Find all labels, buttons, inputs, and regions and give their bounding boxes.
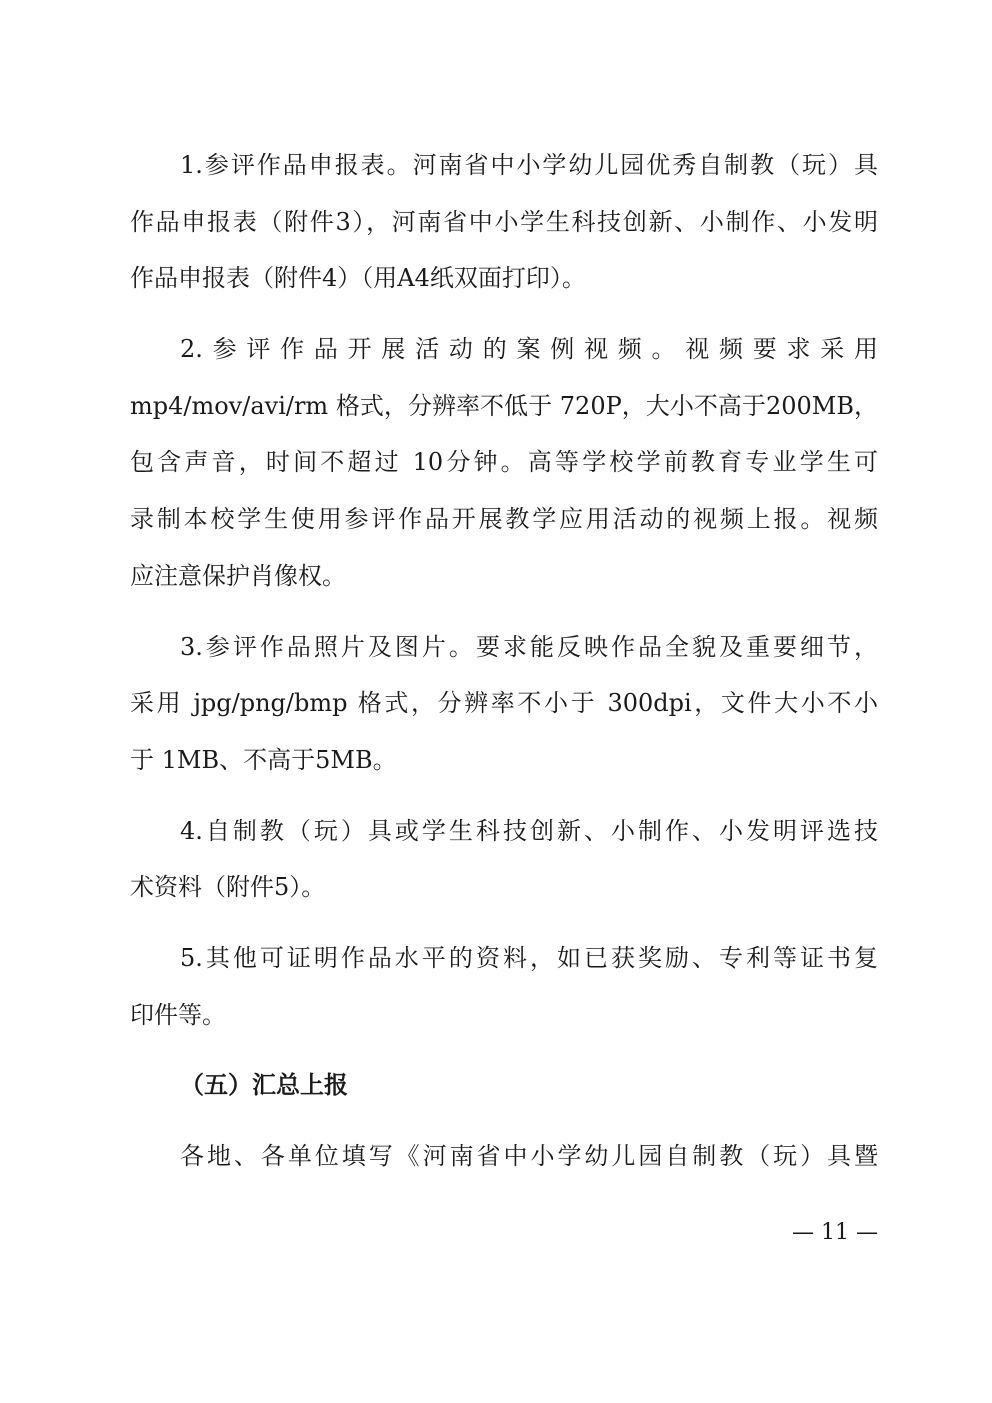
- text-line: mp4/mov/avi/rm 格式，分辨率不低于 720P，大小不高于200MB，: [130, 391, 878, 420]
- paragraph-5: [130, 930, 878, 1043]
- text-line: 采用 jpg/png/bmp 格式，分辨率不小于 300dpi，文件大小不小: [130, 689, 878, 718]
- text-line: 3.参评作品照片及图片。要求能反映作品全貌及重要细节，: [180, 632, 878, 661]
- paragraph-1: [130, 137, 878, 307]
- paragraph-2: [130, 321, 878, 604]
- paragraph-4: [130, 803, 878, 916]
- text-line: 包含声音，时间不超过 10分钟。高等学校学前教育专业学生可: [130, 448, 878, 477]
- paragraph-3: [130, 619, 878, 789]
- text-line: 术资料（附件5）。: [130, 873, 326, 902]
- text-line: 录制本校学生使用参评作品开展教学应用活动的视频上报。视频: [130, 505, 878, 534]
- text-line: 1.参评作品申报表。河南省中小学幼儿园优秀自制教（玩）具: [180, 151, 878, 179]
- text-line: 4.自制教（玩）具或学生科技创新、小制作、小发明评选技: [180, 816, 878, 845]
- section-heading: （五）汇总上报: [180, 1070, 348, 1100]
- text-line: 5.其他可证明作品水平的资料，如已获奖励、专利等证书复: [180, 943, 878, 972]
- text-line: 各地、各单位填写《河南省中小学幼儿园自制教（玩）具暨: [180, 1142, 878, 1170]
- text-line: 作品申报表（附件4）（用A4纸双面打印）。: [130, 264, 586, 293]
- document-body: [130, 137, 878, 1199]
- page-number: — 11 —: [792, 1220, 878, 1245]
- paragraph-6: [130, 1128, 878, 1185]
- text-line: 作品申报表（附件3），河南省中小学生科技创新、小制作、小发明: [130, 207, 878, 236]
- text-line: 应注意保护肖像权。: [130, 561, 346, 590]
- text-line: 2.参评作品开展活动的案例视频。视频要求采用: [180, 335, 878, 364]
- text-line: 于 1MB、不高于5MB。: [130, 745, 397, 774]
- text-line: 印件等。: [130, 1000, 226, 1029]
